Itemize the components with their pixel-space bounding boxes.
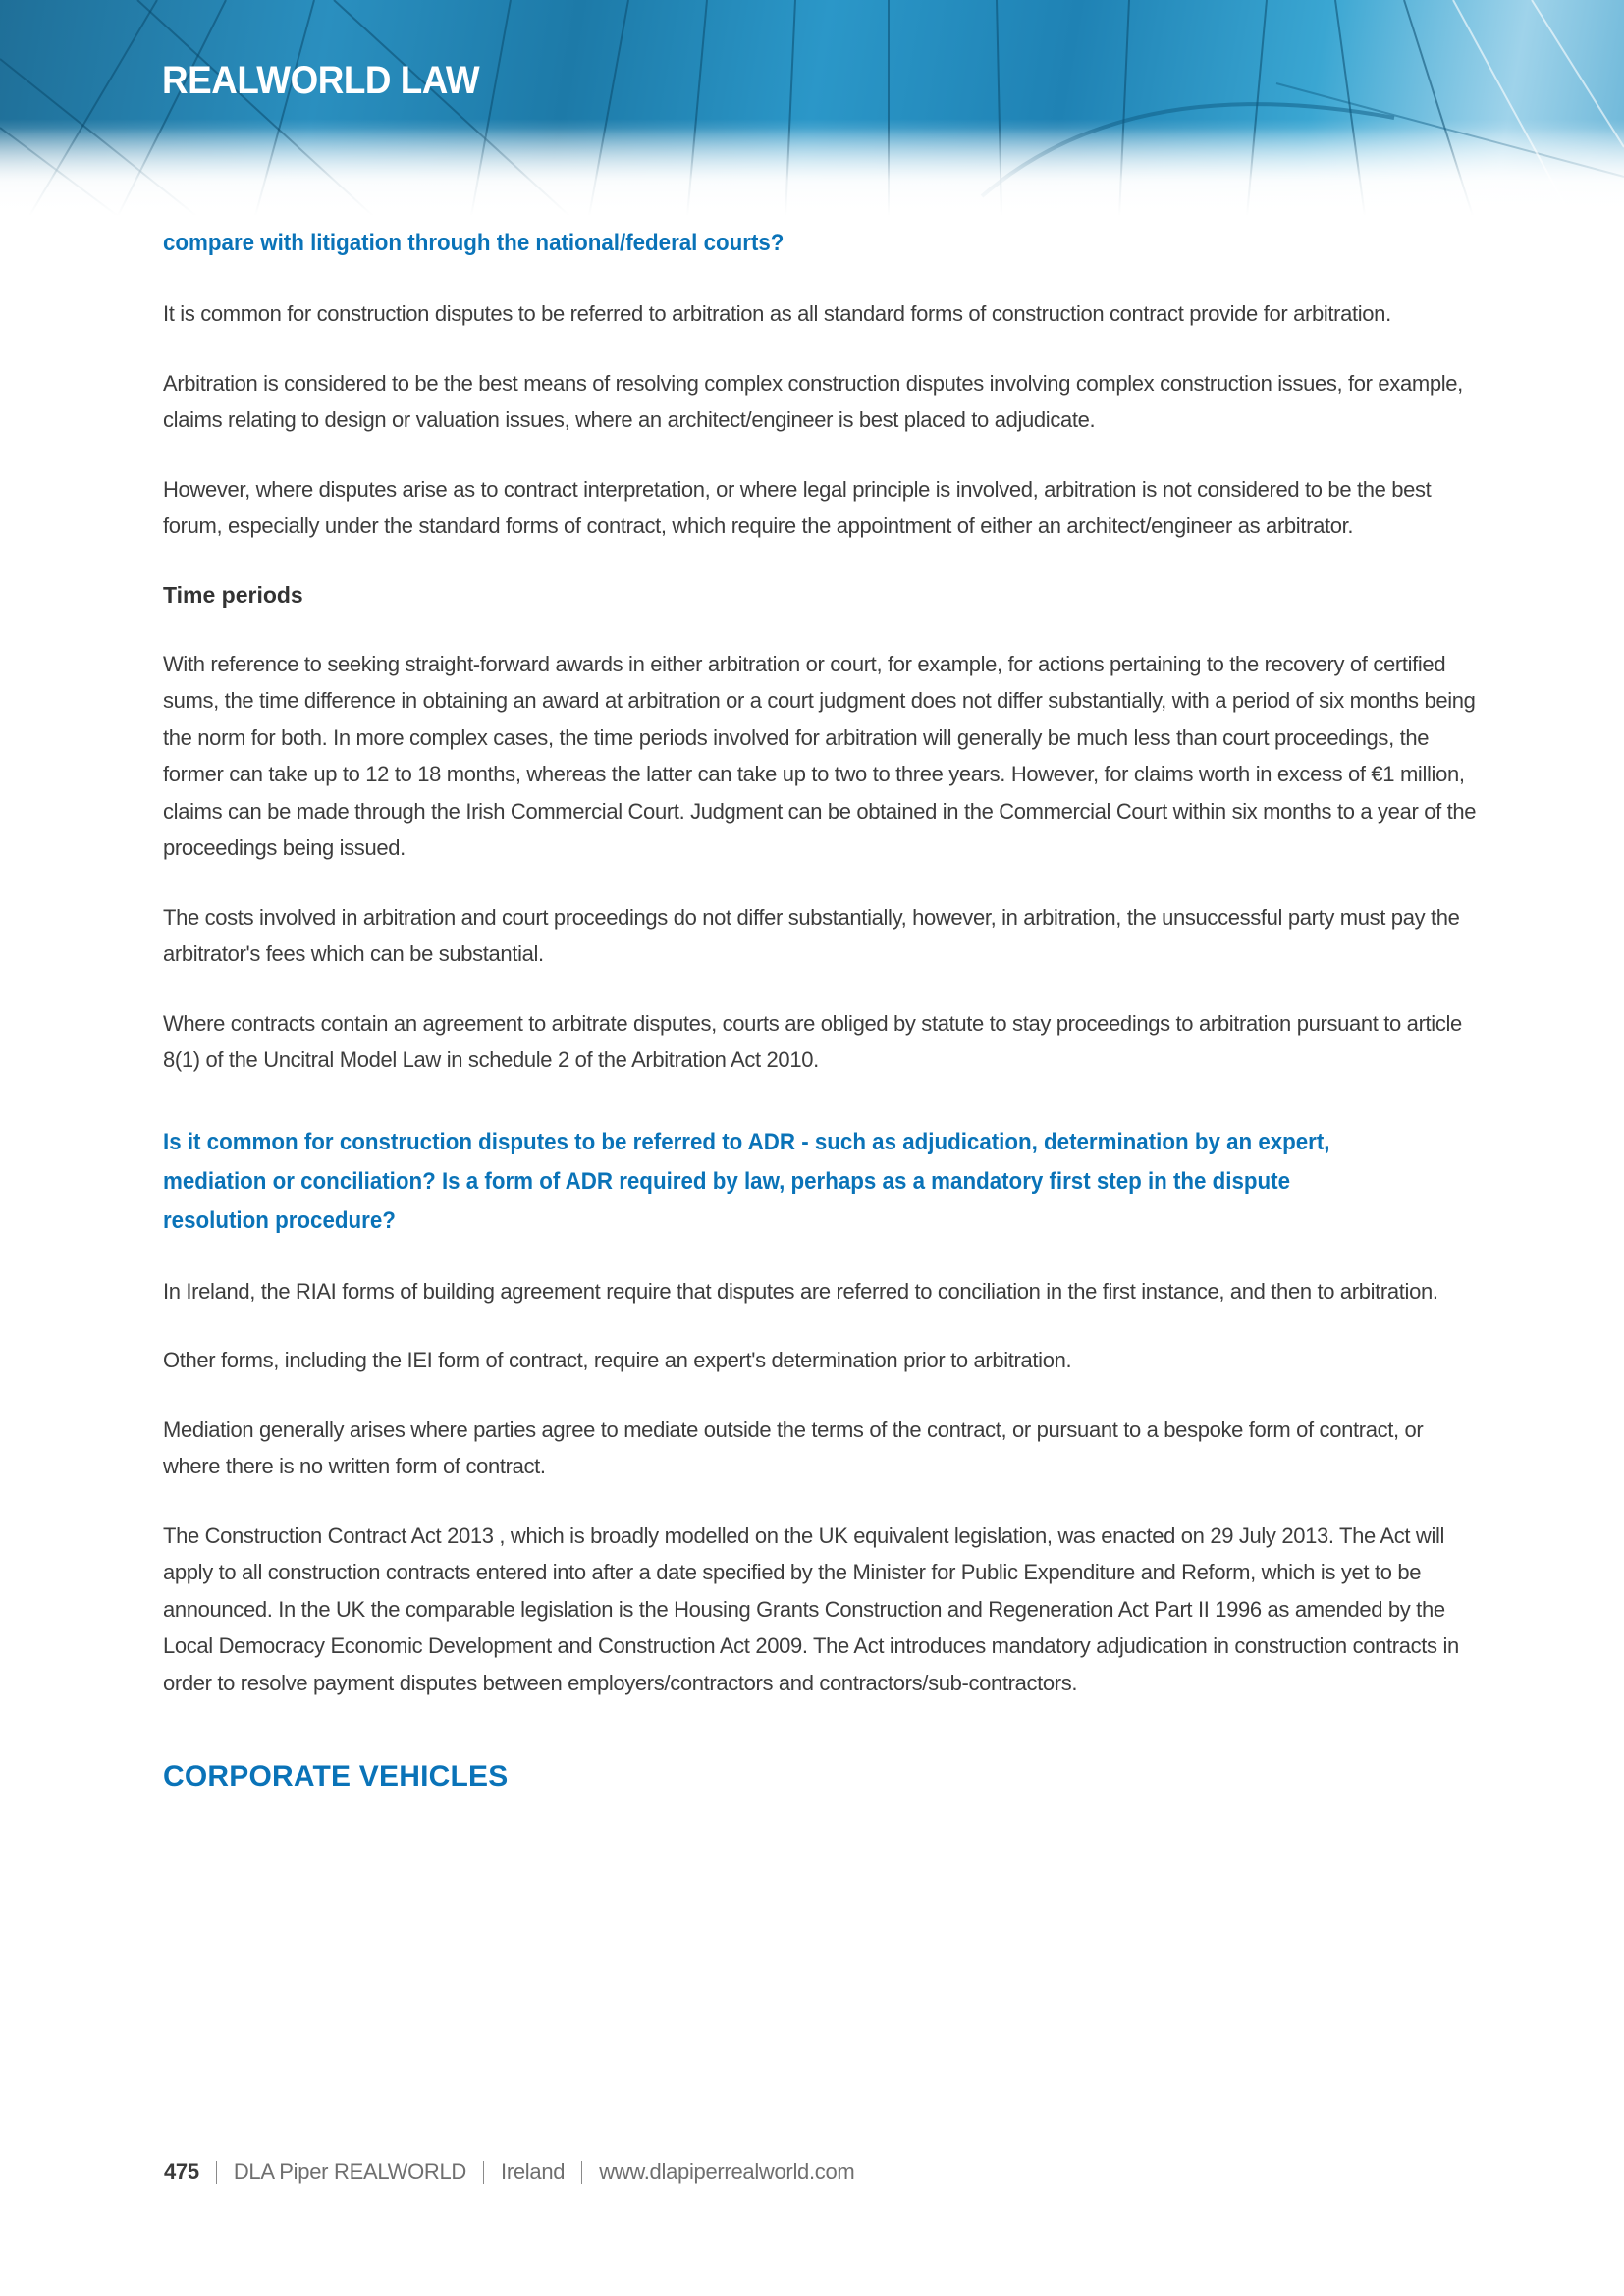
paragraph: The Construction Contract Act 2013 , which is broadly modelled on the UK equivalent legislation, was enacted on 29 July 2013. The Act will apply to all construction contracts entered into after a date specified by the Minister for Public Expenditure and Reform, which is yet to be announced. In the UK the comparable legislation is the Housing Grants Construction and Regeneration Act Part II 1996 as amended by the Local Democracy Economic Development and Construction Act 2009. The Act introduces mandatory adjudication in construction contracts in order to resolve payment disputes between employers/contractors and contractors/sub-contractors. xyxy=(163,1522,1459,1695)
question-heading-continued: compare with litigation through the national/federal courts? xyxy=(163,230,785,256)
paragraph: Where contracts contain an agreement to arbitrate disputes, courts are obliged by statute to stay proceedings to arbitration pursuant to article 8(1) of the Uncitral Model Law in schedule 2 of the Arbitration Act 2010. xyxy=(163,1010,1462,1072)
page-number: 475 xyxy=(164,2160,199,2184)
glass-building-graphic xyxy=(0,0,1624,216)
paragraph: However, where disputes arise as to contract interpretation, or where legal principle is involved, arbitration is not considered to be the best forum, especially under the standard forms of contract, which require the appointment of either an architect/engineer as arbitrator. xyxy=(163,476,1432,538)
paragraph: With reference to seeking straight-forward awards in either arbitration or court, for example, for actions pertaining to the recovery of certified sums, the time difference in obtaining an award at arbitration or a court judgment does not differ substantially, with a period of six months being the norm for both. In more complex cases, the time periods involved for arbitration will generally be much less than court proceedings, the former can take up to 12 to 18 months, whereas the latter can take up to two to three years. However, for claims worth in excess of €1 million, claims can be made through the Irish Commercial Court. Judgment can be obtained in the Commercial Court within six months to a year of the proceedings being issued. xyxy=(163,651,1477,860)
footer-separator xyxy=(216,2161,217,2184)
document-body xyxy=(163,224,1479,1793)
paragraph: It is common for construction disputes to be referred to arbitration as all standard forms of construction contract provide for arbitration. xyxy=(163,301,1391,326)
footer-website-link[interactable]: www.dlapiperrealworld.com xyxy=(599,2160,855,2184)
paragraph: In Ireland, the RIAI forms of building agreement require that disputes are referred to conciliation in the first instance, and then to arbitration. xyxy=(163,1278,1438,1304)
footer-separator xyxy=(483,2161,484,2184)
footer-country: Ireland xyxy=(501,2160,566,2184)
paragraph: Arbitration is considered to be the best means of resolving complex construction disputes involving complex construction issues, for example, claims relating to design or valuation issues, where an architect/engineer is best placed to adjudicate. xyxy=(163,370,1463,432)
header-banner xyxy=(0,0,1624,216)
question-heading-adr: Is it common for construction disputes to be referred to ADR - such as adjudication, determination by an expert, mediation or conciliation? Is a form of ADR required by law, perhaps as a mandatory first step in the dispute resolution procedure? xyxy=(163,1128,1330,1234)
section-title-corporate-vehicles: CORPORATE VEHICLES xyxy=(163,1760,509,1792)
footer-separator xyxy=(581,2161,582,2184)
paragraph: Mediation generally arises where parties agree to mediate outside the terms of the contract, or pursuant to a bespoke form of contract, or where there is no written form of contract. xyxy=(163,1416,1424,1478)
publication-title: REALWORLD LAW xyxy=(162,59,480,102)
paragraph: The costs involved in arbitration and court proceedings do not differ substantially, however, in arbitration, the unsuccessful party must pay the arbitrator's fees which can be substantial. xyxy=(163,904,1460,966)
footer-publication: DLA Piper REALWORLD xyxy=(233,2160,467,2184)
paragraph: Other forms, including the IEI form of contract, require an expert's determination prior to arbitration. xyxy=(163,1348,1072,1372)
subheading-time-periods: Time periods xyxy=(163,581,303,608)
page-footer xyxy=(164,2160,854,2185)
